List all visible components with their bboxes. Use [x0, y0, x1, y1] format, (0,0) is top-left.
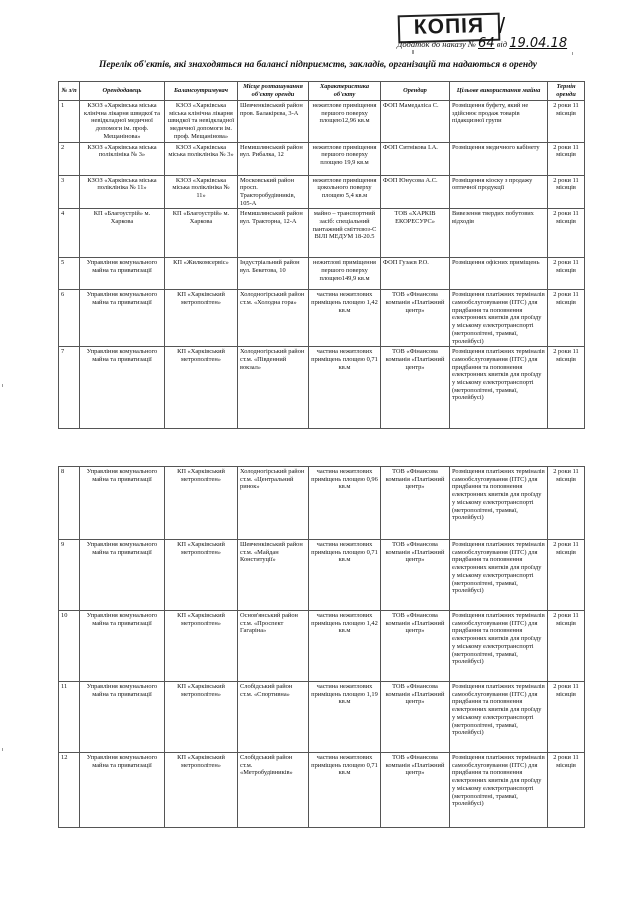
row-purpose: Розміщення платіжних терміналів самообслуговування (ПТС) для придбання та поповнення електронних квитків для проїзду у міському електротранспорті (метрополітені, трамваї, тролейбусі)	[450, 540, 548, 611]
row-purpose: Розміщення кіоску з продажу оптичної продукції	[450, 175, 548, 209]
row-term: 2 роки 11 місяців	[548, 209, 585, 258]
order-date: 19.04.18	[509, 36, 568, 51]
table-row	[59, 753, 585, 828]
row-lessor: КЗОЗ «Харківська міська клінічна лікарня швидкої та невідкладної медичної допомоги ім. проф. Мещанінова»	[80, 101, 165, 143]
row-tenant: ТОВ «Фінансова компанія «Платіжний центр»	[381, 753, 450, 828]
row-location: Шевченківський район ст.м. «Майдан Конституції»	[238, 540, 309, 611]
row-number: 6	[59, 290, 80, 347]
row-term: 2 роки 11 місяців	[548, 347, 585, 429]
row-location: Холодногірський район ст.м. «Центральний ринок»	[238, 467, 309, 540]
row-location: Слобідський район ст.м. «Спортивна»	[238, 682, 309, 753]
row-term: 2 роки 11 місяців	[548, 258, 585, 290]
order-number: 64	[478, 36, 495, 51]
header-location: Місце розташування об'єкту оренди	[238, 82, 309, 101]
row-number: 8	[59, 467, 80, 540]
row-number: 5	[59, 258, 80, 290]
row-lessor: Управління комунального майна та приватизації	[80, 258, 165, 290]
row-purpose: Розміщення платіжних терміналів самообслуговування (ПТС) для придбання та поповнення електронних квитків для проїзду у міському електротранспорті (метрополітені, трамваї, тролейбусі)	[450, 290, 548, 347]
row-holder: КЗОЗ «Харківська міська клінічна лікарня швидкої та невідкладної медичної допомоги ім. проф. Мещанінова»	[165, 101, 238, 143]
row-lessor: КЗОЗ «Харківська міська поліклініка № 11»	[80, 175, 165, 209]
row-number: 12	[59, 753, 80, 828]
row-location: Основ'янський район ст.м. «Проспект Гагаріна»	[238, 611, 309, 682]
header-number: № з/п	[59, 82, 80, 101]
header-purpose: Цільове використання майна	[450, 82, 548, 101]
row-lessor: Управління комунального майна та приватизації	[80, 467, 165, 540]
row-lessor: Управління комунального майна та приватизації	[80, 347, 165, 429]
row-lessor: Управління комунального майна та приватизації	[80, 611, 165, 682]
row-number: 1	[59, 101, 80, 143]
scan-mark	[2, 748, 3, 751]
scan-mark	[412, 50, 414, 54]
row-number: 9	[59, 540, 80, 611]
row-holder: КЗОЗ «Харківська міська поліклініка № 3»	[165, 142, 238, 175]
scan-mark	[572, 52, 573, 55]
row-purpose: Розміщення платіжних терміналів самообслуговування (ПТС) для придбання та поповнення електронних квитків для проїзду у міському електротранспорті (метрополітені, трамваї, тролейбусі)	[450, 467, 548, 540]
table-row	[59, 347, 585, 429]
table-row	[59, 101, 585, 143]
table-row	[59, 611, 585, 682]
row-object: частина нежитлових приміщень площею 0,71 кв.м	[309, 540, 381, 611]
row-location: Холодногірський район ст.м. «Південний вокзал»	[238, 347, 309, 429]
table-row	[59, 142, 585, 175]
date-prefix: від	[496, 39, 508, 49]
row-holder: КП «Харківський метрополітен»	[165, 682, 238, 753]
copy-stamp: КОПІЯ	[398, 13, 501, 44]
row-holder: КЗОЗ «Харківська міська поліклініка № 11»	[165, 175, 238, 209]
row-holder: КП «Харківський метрополітен»	[165, 290, 238, 347]
row-object: нежитлове приміщення першого поверху площею12,96 кв.м	[309, 101, 381, 143]
row-location: Немишлянський район вул. Тракторна, 12-А	[238, 209, 309, 258]
row-number: 7	[59, 347, 80, 429]
row-term: 2 роки 11 місяців	[548, 611, 585, 682]
row-holder: КП «Харківський метрополітен»	[165, 611, 238, 682]
row-term: 2 роки 11 місяців	[548, 467, 585, 540]
table-row	[59, 540, 585, 611]
row-object: частина нежитлових приміщень площею 0,71 кв.м	[309, 347, 381, 429]
row-object: нежитлові приміщення першого поверху площею149,9 кв.м	[309, 258, 381, 290]
header-holder: Балансоутримувач	[165, 82, 238, 101]
row-number: 4	[59, 209, 80, 258]
table-row	[59, 175, 585, 209]
row-location: Шевченківський район пров. Балакірєва, 3-А	[238, 101, 309, 143]
addendum-line	[397, 36, 567, 51]
row-term: 2 роки 11 місяців	[548, 682, 585, 753]
row-tenant: ФОП Ситнікова І.А.	[381, 142, 450, 175]
header-tenant: Орендар	[381, 82, 450, 101]
row-object: нежитлове приміщення цокольного поверху площею 5,4 кв.м	[309, 175, 381, 209]
row-holder: КП «Харківський метрополітен»	[165, 753, 238, 828]
row-tenant: ФОП Гузаєв Р.О.	[381, 258, 450, 290]
stamp-slash: /	[499, 13, 506, 38]
row-holder: КП «Харківський метрополітен»	[165, 540, 238, 611]
row-tenant: ТОВ «Фінансова компанія «Платіжний центр»	[381, 611, 450, 682]
row-location: Московський район просп. Тракторобудівників, 105-А	[238, 175, 309, 209]
objects-table-part-1	[58, 81, 585, 429]
header-lessor: Орендодавець	[80, 82, 165, 101]
table-row	[59, 682, 585, 753]
row-location: Слобідський район ст.м. «Метробудівників»	[238, 753, 309, 828]
row-holder: КП «Благоустрій» м. Харкова	[165, 209, 238, 258]
row-purpose: Вивезення твердих побутових відходів	[450, 209, 548, 258]
table-row	[59, 258, 585, 290]
row-lessor: Управління комунального майна та приватизації	[80, 540, 165, 611]
row-purpose: Розміщення платіжних терміналів самообслуговування (ПТС) для придбання та поповнення електронних квитків для проїзду у міському електротранспорті (метрополітені, трамваї, тролейбусі)	[450, 611, 548, 682]
row-object: частина нежитлових приміщень площею 1,19 кв.м	[309, 682, 381, 753]
row-tenant: ТОВ «Фінансова компанія «Платіжний центр»	[381, 540, 450, 611]
row-holder: КП «Харківський метрополітен»	[165, 467, 238, 540]
scan-mark	[2, 384, 3, 387]
row-object: частина нежитлових приміщень площею 0,96 кв.м	[309, 467, 381, 540]
row-term: 2 роки 11 місяців	[548, 175, 585, 209]
row-lessor: КП «Благоустрій» м. Харкова	[80, 209, 165, 258]
row-lessor: Управління комунального майна та приватизації	[80, 290, 165, 347]
table-row	[59, 467, 585, 540]
row-number: 2	[59, 142, 80, 175]
row-tenant: ФОП Мамедаліса С.	[381, 101, 450, 143]
row-term: 2 роки 11 місяців	[548, 540, 585, 611]
row-location: Немишлянський район вул. Рибалка, 12	[238, 142, 309, 175]
addendum-prefix: Додаток до наказу №	[397, 39, 476, 49]
row-object: майно – транспортний засіб: спеціальний пантажний сміттєвоз-С ВІЛІ МЕДУМ 18-20.5	[309, 209, 381, 258]
table-row	[59, 209, 585, 258]
row-holder: КП «Харківський метрополітен»	[165, 347, 238, 429]
row-tenant: ФОП Юнусова А.С.	[381, 175, 450, 209]
row-number: 3	[59, 175, 80, 209]
row-tenant: ТОВ «Фінансова компанія «Платіжний центр»	[381, 347, 450, 429]
row-object: нежитлове приміщення першого поверху площею 19,9 кв.м	[309, 142, 381, 175]
row-term: 2 роки 11 місяців	[548, 101, 585, 143]
row-purpose: Розміщення медичного кабінету	[450, 142, 548, 175]
row-purpose: Розміщення платіжних терміналів самообслуговування (ПТС) для придбання та поповнення електронних квитків для проїзду у міському електротранспорті (метрополітені, трамваї, тролейбусі)	[450, 682, 548, 753]
header-object: Характеристика об'єкту	[309, 82, 381, 101]
row-term: 2 роки 11 місяців	[548, 753, 585, 828]
row-purpose: Розміщення офісних приміщень	[450, 258, 548, 290]
row-location: Холодногірський район ст.м. «Холодна гора»	[238, 290, 309, 347]
row-purpose: Розміщення платіжних терміналів самообслуговування (ПТС) для придбання та поповнення електронних квитків для проїзду у міському електротранспорті (метрополітені, трамваї, тролейбусі)	[450, 347, 548, 429]
row-purpose: Розміщення платіжних терміналів самообслуговування (ПТС) для придбання та поповнення електронних квитків для проїзду у міському електротранспорті (метрополітені, трамваї, тролейбусі)	[450, 753, 548, 828]
row-term: 2 роки 11 місяців	[548, 290, 585, 347]
row-object: частина нежитлових приміщень площею 0,71 кв.м	[309, 753, 381, 828]
row-location: Індустріальний район вул. Бекетова, 10	[238, 258, 309, 290]
row-term: 2 роки 11 місяців	[548, 142, 585, 175]
row-lessor: Управління комунального майна та приватизації	[80, 753, 165, 828]
row-lessor: КЗОЗ «Харківська міська поліклініка № 3»	[80, 142, 165, 175]
header-term: Термін оренди	[548, 82, 585, 101]
row-purpose: Розміщення буфету, який не здійснює продаж товарів підакцизної групи	[450, 101, 548, 143]
row-holder: КП «Жилкомсервіс»	[165, 258, 238, 290]
row-tenant: ТОВ «Фінансова компанія «Платіжний центр»	[381, 290, 450, 347]
row-object: частина нежитлових приміщень площею 1,42 кв.м	[309, 611, 381, 682]
row-tenant: ТОВ «ХАРКІВ ЕКОРЕСУРС»	[381, 209, 450, 258]
row-lessor: Управління комунального майна та приватизації	[80, 682, 165, 753]
row-number: 11	[59, 682, 80, 753]
row-object: частина нежитлових приміщень площею 1,42 кв.м	[309, 290, 381, 347]
objects-table-part-2	[58, 466, 585, 828]
table-row	[59, 290, 585, 347]
row-number: 10	[59, 611, 80, 682]
table-header-row	[59, 82, 585, 101]
row-tenant: ТОВ «Фінансова компанія «Платіжний центр»	[381, 467, 450, 540]
document-title: Перелік об'єктів, які знаходяться на балансі підприємств, закладів, організацій та надаються в оренду	[99, 60, 537, 70]
row-tenant: ТОВ «Фінансова компанія «Платіжний центр»	[381, 682, 450, 753]
